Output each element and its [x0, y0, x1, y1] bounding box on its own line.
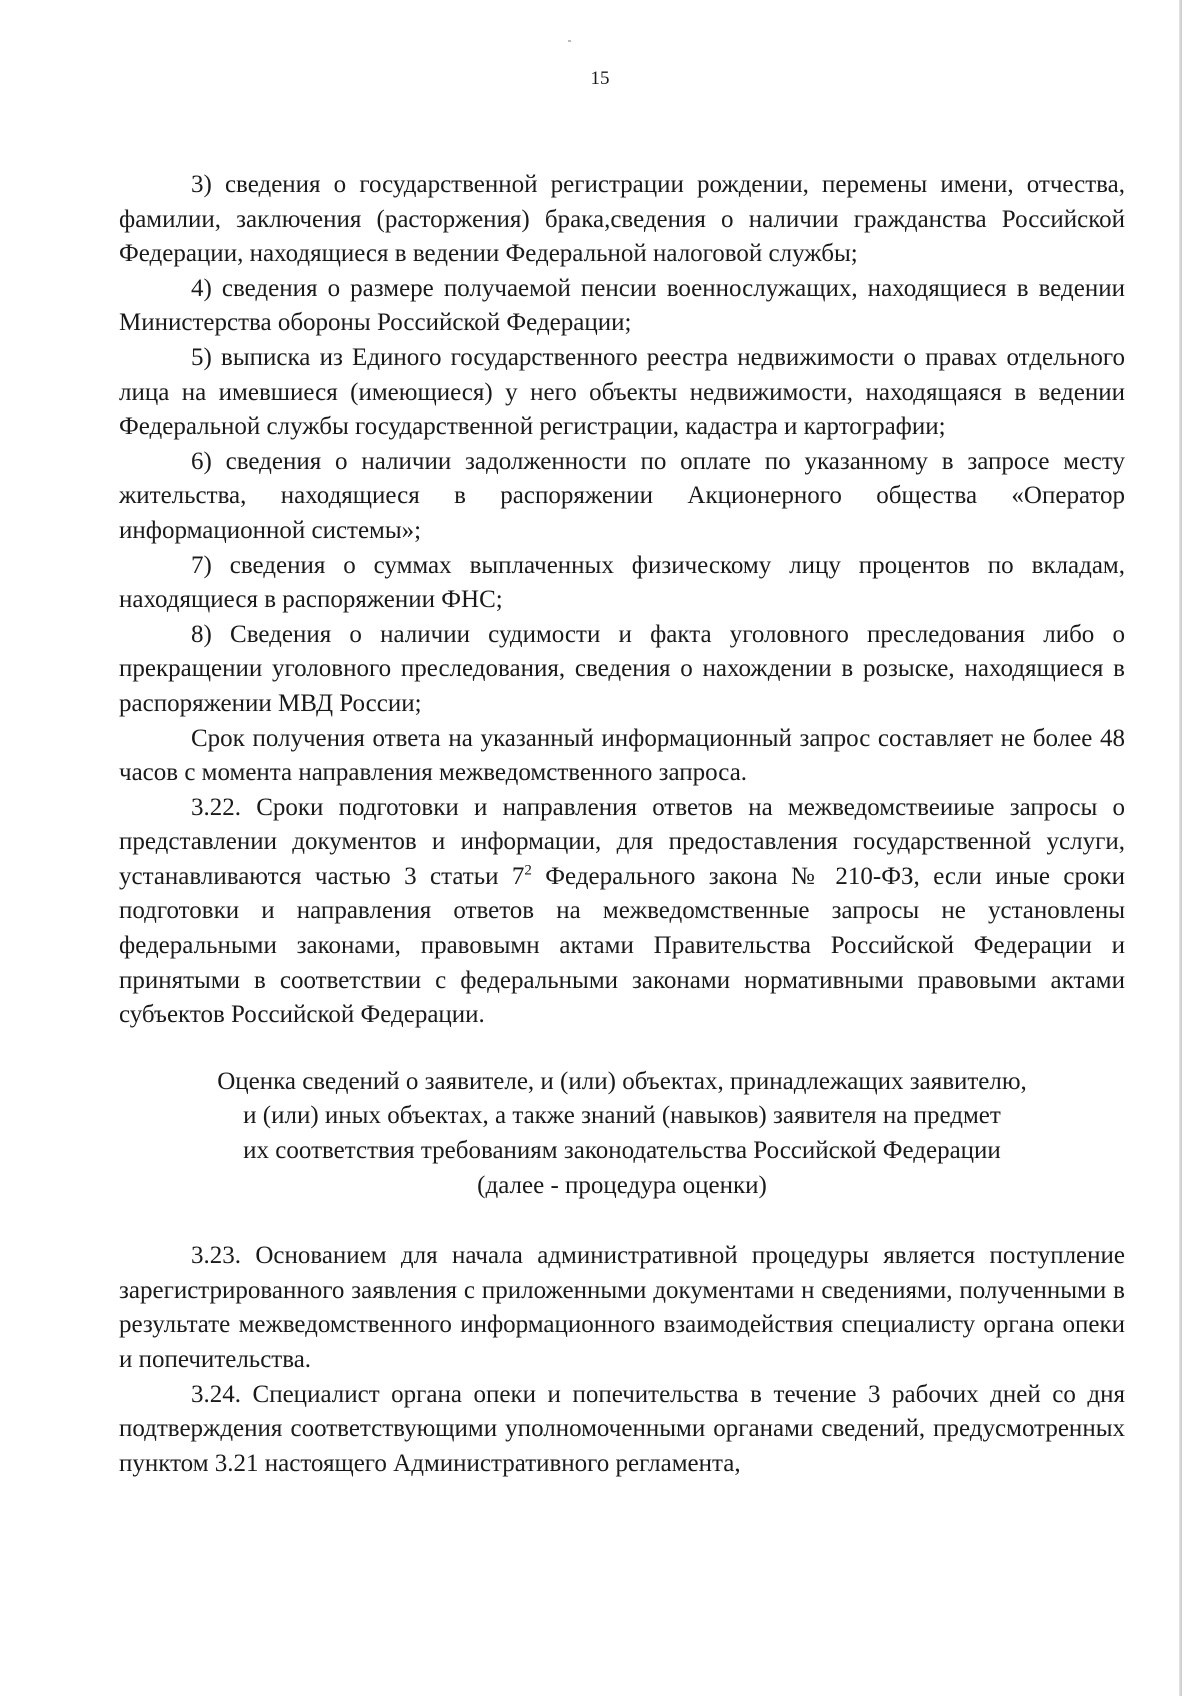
paragraph-item-7: 7) сведения о суммах выплаченных физическому лицу процентов по вкладам, находящиеся в распоряжении ФНС;	[119, 551, 1125, 614]
scan-speck	[568, 40, 571, 42]
paragraph-item-3: 3) сведения о государственной регистрации рождении, перемены имени, отчества, фамилии, заключения (расторжения) брака,сведения о наличии гражданства Российской Федерации, находящиеся в ведении Федеральной налоговой службы;	[119, 171, 1125, 268]
heading-line-2: и (или) иных объектах, а также знаний (навыков) заявителя на предмет	[243, 1102, 1001, 1130]
document-body	[119, 168, 1125, 1481]
paragraph-3-23: 3.23. Основанием для начала административной процедуры является поступление зарегистрированного заявления с приложенными документами н сведениями, полученными в результате межведомственного информационного взаимодействия специалисту органа опеки и попечительства.	[119, 1242, 1125, 1373]
paragraph-3-22-text-b: Федерального закона № 210-ФЗ, если иные сроки подготовки и направления ответов на межведомственные запросы не установлены федеральными законами, правовымн актами Правительства Российской Федерации и принятыми в соответствии с федеральными законами нормативными правовыми актами субъектов Российской Федерации.	[119, 862, 1125, 1029]
paragraph-item-4: 4) сведения о размере получаемой пенсии военнослужащих, находящиеся в ведении Министерства обороны Российской Федерации;	[119, 274, 1125, 337]
heading-line-1: Оценка сведений о заявителе, и (или) объектах, принадлежащих заявителю,	[217, 1067, 1027, 1095]
heading-line-4: (далее - процедура оценки)	[477, 1171, 767, 1199]
section-heading	[119, 1065, 1125, 1203]
superscript-2: 2	[524, 862, 532, 879]
paragraph-item-6: 6) сведения о наличии задолженности по оплате по указанному в запросе месту жительства, находящиеся в распоряжении Акционерного общества «Оператор информационной системы»;	[119, 447, 1125, 544]
page-edge-shadow	[1179, 0, 1182, 1696]
paragraph-3-22-text-a: 3.22. Сроки подготовки и направления ответов на межведомствеииые запросы о представлении документов и информации, для предоставления государственной услуги, устанавливаются частью 3 статьи 7	[119, 793, 1125, 890]
paragraph-item-5: 5) выписка из Единого государственного реестра недвижимости о правах отдельного лица на имевшиеся (имеющиеся) у него объекты недвижимости, находящаяся в ведении Федеральной службы государственной регистрации, кадастра и картографии;	[119, 343, 1125, 441]
heading-line-3: их соответствия требованиям законодательства Российской Федерации	[243, 1137, 1001, 1165]
paragraph-item-8: 8) Сведения о наличии судимости и факта уголовного преследования либо о прекращении уголовного преследования, сведения о нахождении в розыске, находящиеся в распоряжении МВД России;	[119, 620, 1125, 717]
paragraph-3-22	[119, 791, 1125, 1033]
page-number: 15	[590, 68, 610, 89]
paragraph-3-24: 3.24. Специалист органа опеки и попечительства в течение 3 рабочих дней со дня подтверждения соответствующими уполномоченными органами сведений, предусмотренных пунктом 3.21 настоящего Административного регламента,	[119, 1380, 1125, 1477]
paragraph-response-deadline: Срок получения ответа на указанный информационный запрос составляет не более 48 часов с момента направления межведомственного запроса.	[119, 724, 1125, 787]
